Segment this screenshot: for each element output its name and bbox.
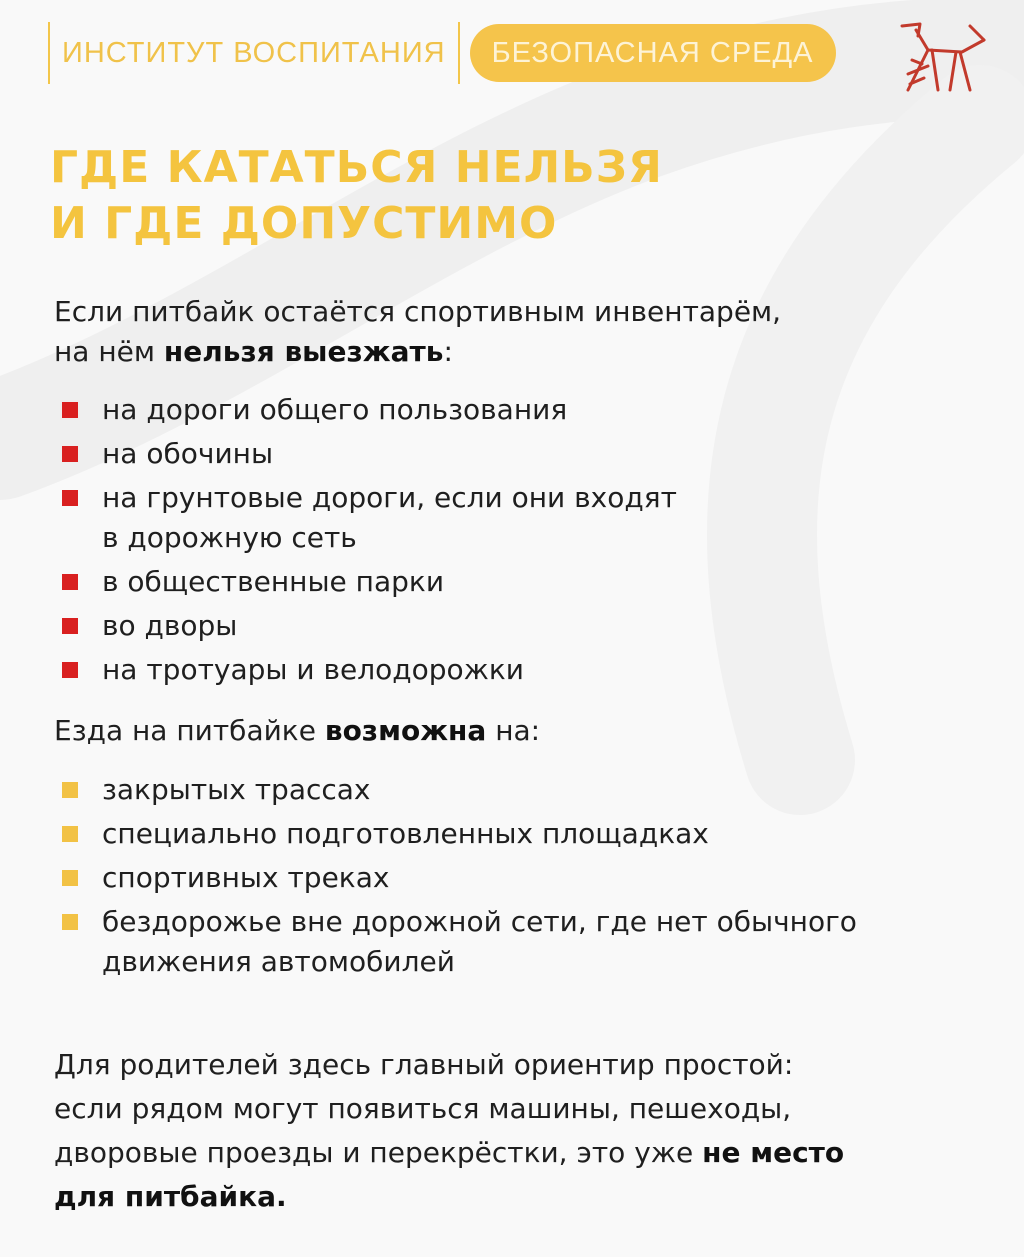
forbidden-list — [54, 390, 677, 694]
header-divider-right — [458, 22, 460, 84]
conclusion-line-2: если рядом могут появиться машины, пешеходы, — [54, 1092, 792, 1125]
allowed-intro — [54, 711, 540, 751]
header — [48, 22, 836, 84]
red-square-bullet-icon — [62, 490, 78, 506]
conclusion-line-1: Для родителей здесь главный ориентир простой: — [54, 1048, 794, 1081]
red-square-bullet-icon — [62, 618, 78, 634]
list-item-text: на обочины — [102, 437, 274, 470]
red-square-bullet-icon — [62, 574, 78, 590]
list-item — [54, 606, 677, 646]
list-item-text: закрытых трассах — [102, 773, 371, 806]
intro-paragraph — [54, 292, 781, 372]
page-title — [50, 140, 663, 252]
allowed-intro-suffix: на: — [486, 714, 541, 747]
allowed-intro-line — [54, 711, 540, 751]
allowed-intro-text: Езда на питбайке — [54, 714, 325, 747]
title-line-1: ГДЕ КАТАТЬСЯ НЕЛЬЗЯ — [50, 142, 663, 193]
conclusion-emphasis-end: для питбайка. — [54, 1180, 287, 1213]
list-item — [54, 390, 677, 430]
intro-line-1: Если питбайк остаётся спортивным инвентарём, — [54, 295, 782, 328]
conclusion-emphasis: не место — [702, 1136, 845, 1169]
list-item — [54, 650, 677, 690]
title-line-2: И ГДЕ ДОПУСТИМО — [50, 198, 558, 249]
list-item — [54, 562, 677, 602]
org-name: ИНСТИТУТ ВОСПИТАНИЯ — [62, 36, 446, 69]
list-item-text: во дворы — [102, 609, 238, 642]
red-square-bullet-icon — [62, 402, 78, 418]
yellow-square-bullet-icon — [62, 914, 78, 930]
intro-emphasis: нельзя выезжать — [163, 335, 444, 368]
intro-text: на нём — [54, 335, 164, 368]
yellow-square-bullet-icon — [62, 826, 78, 842]
horse-figure-icon — [898, 20, 988, 94]
list-item-text-continued: движения автомобилей — [102, 945, 455, 978]
list-item-text: специально подготовленных площадках — [102, 817, 709, 850]
list-item — [54, 858, 857, 898]
red-square-bullet-icon — [62, 662, 78, 678]
list-item-text: бездорожье вне дорожной сети, где нет обычного — [102, 905, 857, 938]
intro-line-2 — [54, 332, 781, 372]
list-item — [54, 770, 857, 810]
allowed-intro-emphasis: возможна — [324, 714, 487, 747]
list-item-text: на грунтовые дороги, если они входят — [102, 481, 677, 514]
list-item-text: на дороги общего пользования — [102, 393, 568, 426]
yellow-square-bullet-icon — [62, 870, 78, 886]
intro-colon: : — [443, 335, 453, 368]
list-item-text: спортивных треках — [102, 861, 390, 894]
list-item — [54, 434, 677, 474]
conclusion-line-3 — [54, 1131, 844, 1175]
conclusion-paragraph — [54, 1043, 844, 1219]
conclusion-line-4 — [54, 1175, 844, 1219]
list-item-text: на тротуары и велодорожки — [102, 653, 524, 686]
list-item — [54, 814, 857, 854]
red-square-bullet-icon — [62, 446, 78, 462]
conclusion-text: дворовые проезды и перекрёстки, это уже — [54, 1136, 703, 1169]
yellow-square-bullet-icon — [62, 782, 78, 798]
section-badge: БЕЗОПАСНАЯ СРЕДА — [470, 24, 836, 82]
list-item-text-continued: в дорожную сеть — [102, 521, 357, 554]
allowed-list — [54, 770, 857, 986]
list-item — [54, 478, 677, 558]
list-item — [54, 902, 857, 982]
list-item-text: в общественные парки — [102, 565, 445, 598]
